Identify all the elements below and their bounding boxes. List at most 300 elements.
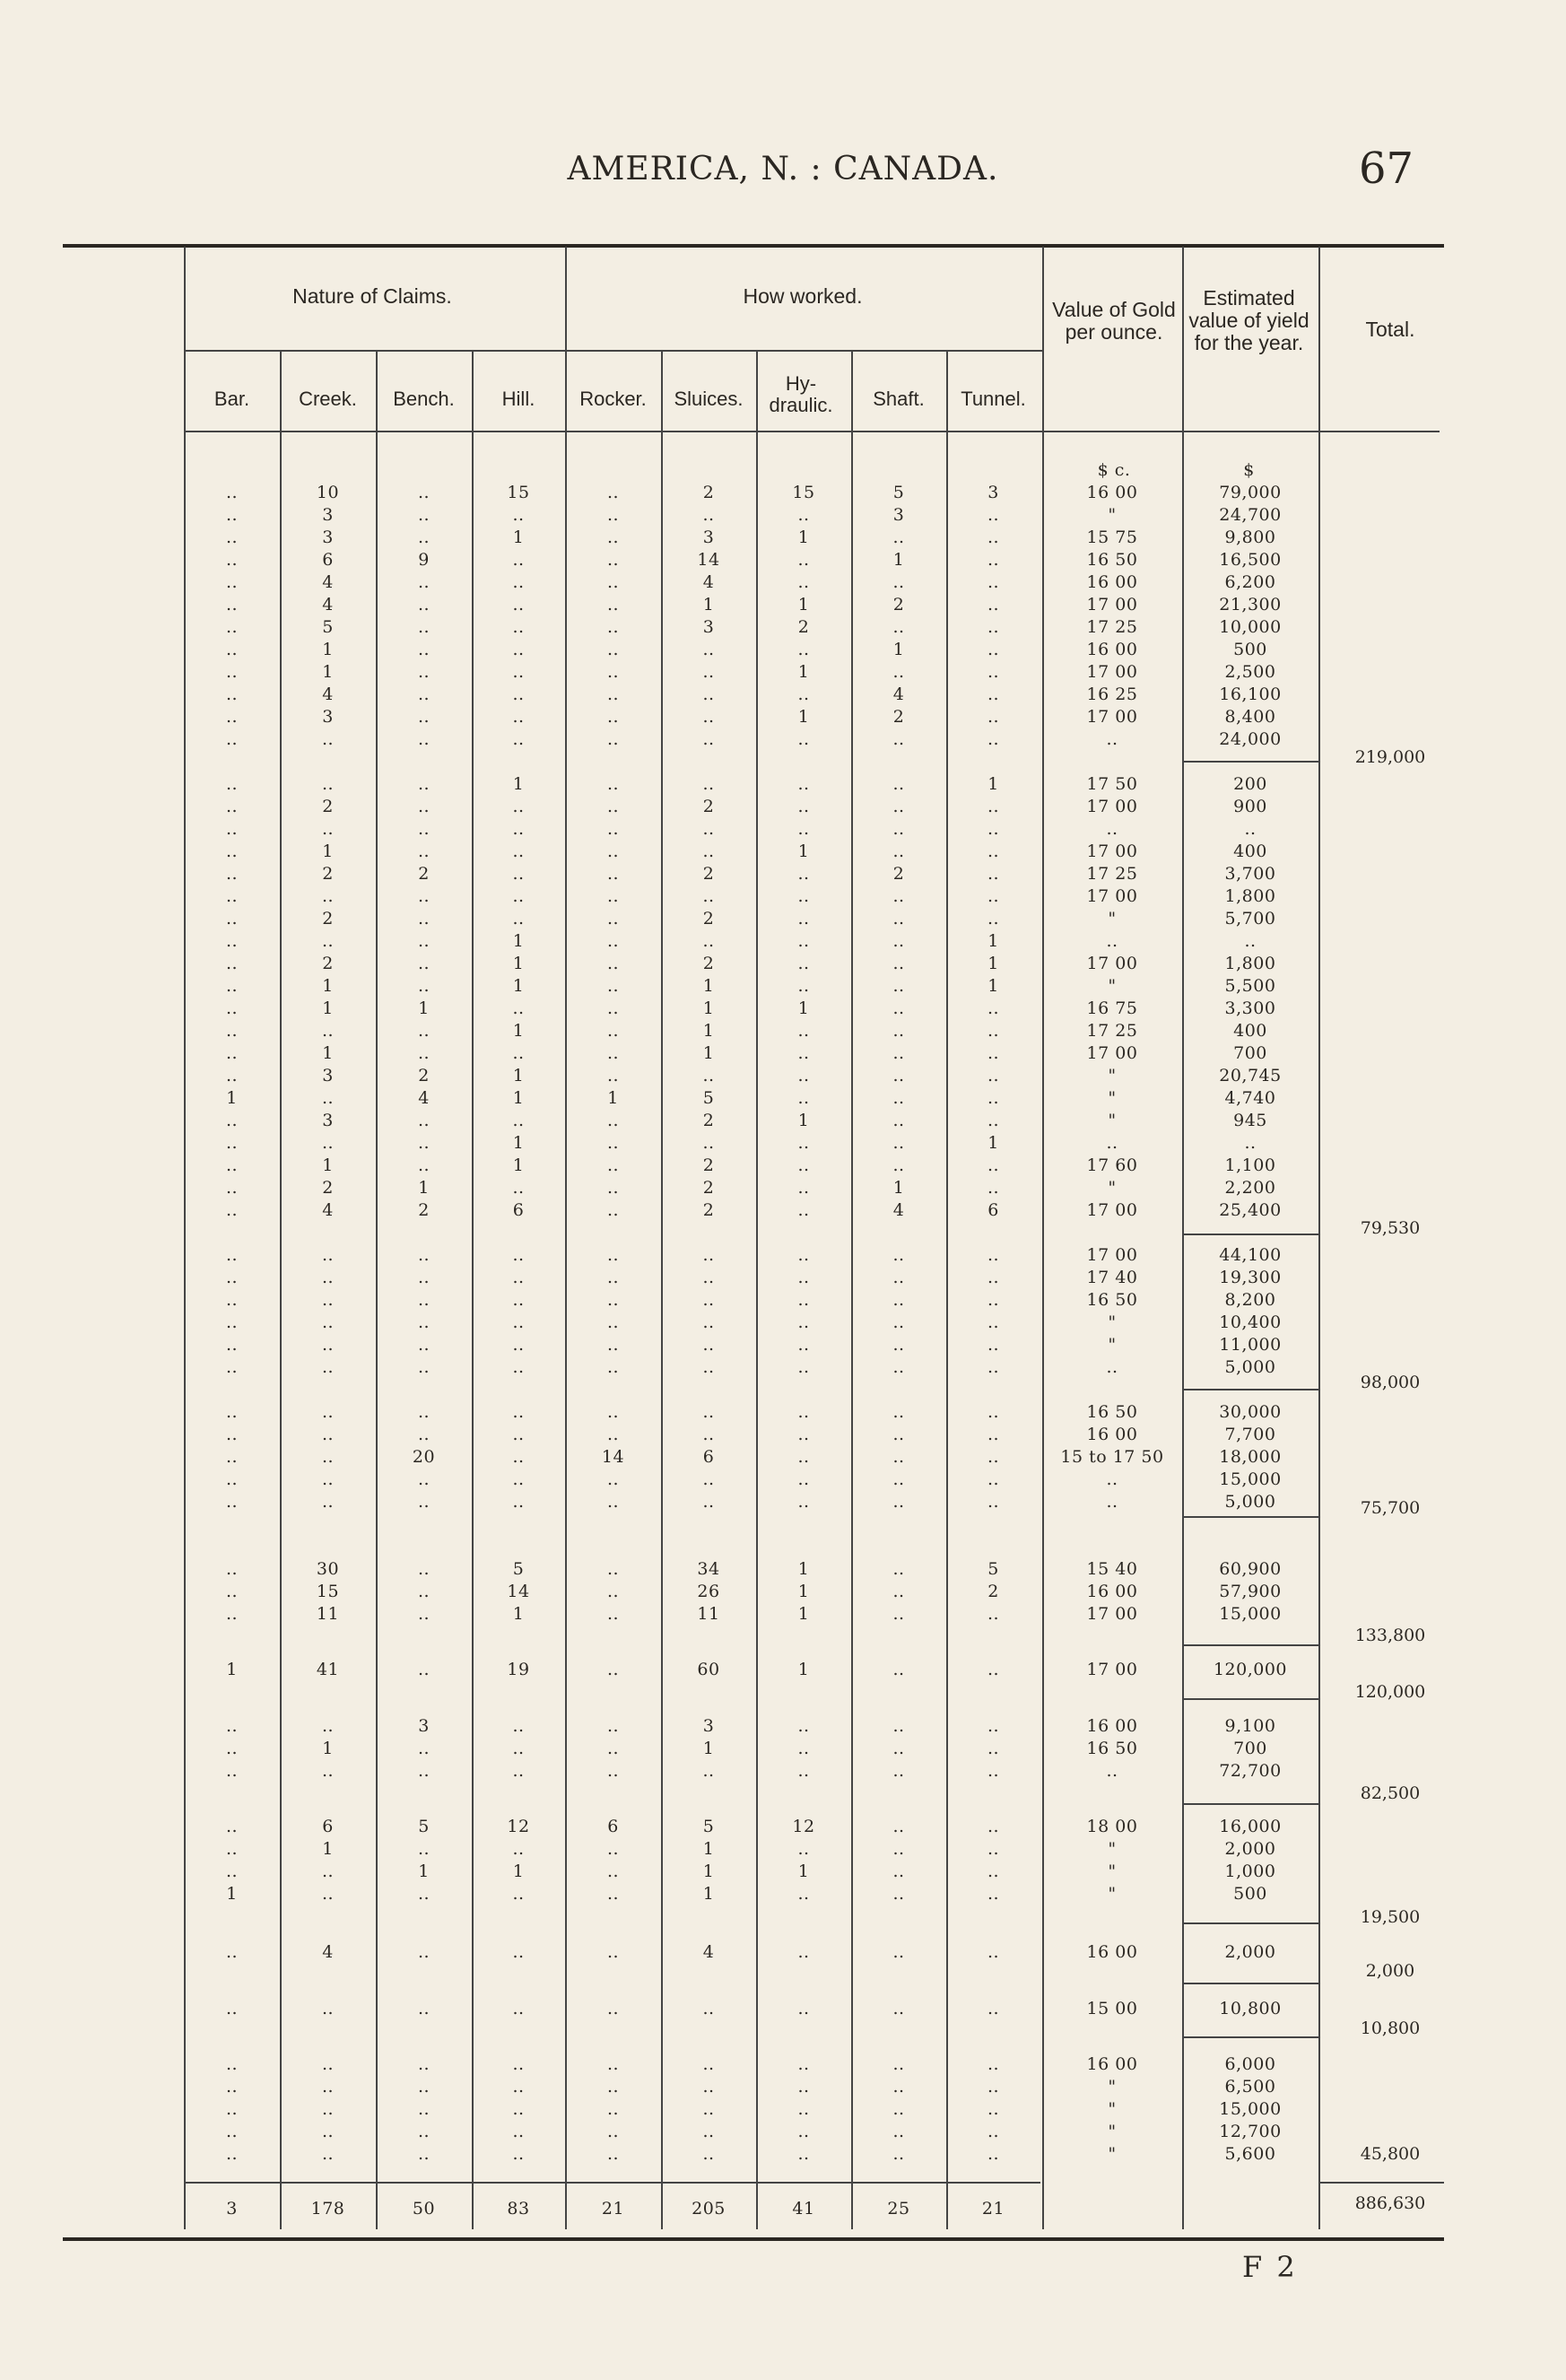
table-cell: ..: [892, 774, 905, 794]
table-cell: ..: [225, 572, 239, 592]
table-cell: ..: [606, 1604, 620, 1624]
table-cell: ..: [987, 1817, 1000, 1836]
table-cell: ..: [512, 595, 525, 615]
table-cell: 1: [892, 640, 905, 659]
table-cell: 1,000: [1224, 1861, 1276, 1881]
table-cell: 2: [702, 1178, 715, 1198]
table-cell: ..: [702, 1999, 715, 2018]
table-cell: ..: [892, 1290, 905, 1310]
table-cell: 1: [797, 527, 810, 547]
table-cell: 15 to 17 50: [1060, 1447, 1164, 1467]
table-cell: ..: [987, 1716, 1000, 1736]
table-cell: ..: [702, 841, 715, 861]
table-cell: ..: [417, 1761, 431, 1781]
table-cell: 1: [512, 931, 525, 951]
table-cell: 2: [702, 483, 715, 502]
table-cell: 1: [702, 1739, 715, 1758]
table-cell: 8,200: [1224, 1290, 1276, 1310]
table-cell: ..: [606, 1268, 620, 1287]
table-cell: 3: [892, 505, 905, 525]
table-cell: ..: [417, 1559, 431, 1579]
table-cell: ": [1108, 2099, 1117, 2119]
table-cell: ..: [417, 483, 431, 502]
table-cell: ..: [987, 729, 1000, 749]
table-cell: ..: [702, 2099, 715, 2119]
table-cell: 17 40: [1086, 1268, 1138, 1287]
group-separator: [1182, 1983, 1318, 1984]
table-cell: ..: [606, 1492, 620, 1512]
table-cell: 1: [797, 707, 810, 727]
table-cell: 2: [702, 797, 715, 816]
table-cell: ..: [987, 1942, 1000, 1962]
table-cell: 5,000: [1224, 1357, 1276, 1377]
table-cell: ..: [606, 2054, 620, 2074]
table-cell: ..: [797, 729, 810, 749]
table-cell: 19: [507, 1660, 530, 1679]
column-total: 50: [412, 2199, 436, 2219]
table-cell: ..: [512, 1245, 525, 1265]
col-header-shaft: Shaft.: [873, 388, 925, 410]
table-cell: ..: [797, 954, 810, 973]
table-cell: 10,400: [1219, 1312, 1282, 1332]
table-cell: ..: [797, 550, 810, 570]
table-cell: ..: [892, 1582, 905, 1601]
table-cell: ..: [987, 841, 1000, 861]
table-cell: ..: [512, 998, 525, 1018]
table-cell: ..: [225, 1492, 239, 1512]
table-cell: 6: [702, 1447, 715, 1467]
table-cell: ..: [892, 2054, 905, 2074]
table-cell: 1: [512, 1088, 525, 1108]
table-cell: ..: [225, 1335, 239, 1355]
table-cell: ..: [892, 572, 905, 592]
table-cell: ..: [892, 797, 905, 816]
table-cell: ..: [892, 819, 905, 839]
table-cell: ": [1108, 1861, 1117, 1881]
group-total: 2,000: [1365, 1961, 1415, 1981]
table-cell: ..: [225, 1817, 239, 1836]
table-cell: ..: [512, 2054, 525, 2074]
table-cell: ..: [606, 1716, 620, 1736]
table-cell: 3: [322, 1066, 334, 1085]
table-cell: 1: [797, 1604, 810, 1624]
table-cell: ..: [797, 976, 810, 996]
table-cell: 1: [226, 1660, 238, 1679]
table-cell: ..: [225, 1111, 239, 1130]
table-cell: ..: [321, 729, 335, 749]
table-cell: 2: [702, 954, 715, 973]
table-cell: 11,000: [1219, 1335, 1282, 1355]
table-cell: ..: [225, 1402, 239, 1422]
table-cell: 1: [512, 1155, 525, 1175]
table-cell: ..: [606, 1335, 620, 1355]
table-cell: ..: [797, 1761, 810, 1781]
table-cell: 5: [322, 617, 334, 637]
table-cell: 9: [418, 550, 430, 570]
table-cell: 120,000: [1213, 1660, 1288, 1679]
table-cell: ..: [606, 1133, 620, 1153]
table-cell: ..: [892, 1088, 905, 1108]
table-cell: 4,740: [1224, 1088, 1276, 1108]
table-cell: 20: [412, 1447, 436, 1467]
table-cell: ..: [797, 2144, 810, 2164]
table-cell: 16,100: [1219, 684, 1282, 704]
table-cell: ..: [987, 1066, 1000, 1085]
table-cell: ": [1108, 1111, 1117, 1130]
table-cell: ..: [797, 931, 810, 951]
table-cell: 6: [322, 1817, 334, 1836]
table-cell: ..: [417, 1043, 431, 1063]
table-cell: ..: [225, 1425, 239, 1444]
table-cell: ..: [606, 617, 620, 637]
table-cell: 17 00: [1086, 662, 1138, 682]
table-cell: ..: [225, 774, 239, 794]
table-cell: ..: [702, 1245, 715, 1265]
table-cell: ..: [892, 841, 905, 861]
table-cell: 12,700: [1219, 2122, 1282, 2141]
table-cell: ..: [606, 1178, 620, 1198]
table-cell: ..: [606, 2122, 620, 2141]
table-cell: ..: [987, 1402, 1000, 1422]
table-cell: ..: [606, 1660, 620, 1679]
table-cell: ..: [321, 1245, 335, 1265]
table-cell: ..: [606, 483, 620, 502]
table-cell: 10,800: [1219, 1999, 1282, 2018]
table-cell: ..: [1106, 931, 1118, 951]
table-cell: ..: [417, 1425, 431, 1444]
table-cell: 1: [512, 1604, 525, 1624]
group-total: 75,700: [1360, 1498, 1421, 1518]
table-cell: ..: [987, 1178, 1000, 1198]
table-cell: 3: [418, 1716, 430, 1736]
table-cell: ..: [702, 774, 715, 794]
table-cell: ..: [417, 572, 431, 592]
table-cell: ..: [702, 1335, 715, 1355]
table-cell: ": [1108, 1335, 1117, 1355]
table-cell: 5,500: [1224, 976, 1276, 996]
table-cell: ..: [892, 1716, 905, 1736]
table-cell: 14: [507, 1582, 530, 1601]
table-cell: ..: [321, 1357, 335, 1377]
table-cell: 17 00: [1086, 1604, 1138, 1624]
table-cell: ..: [987, 1761, 1000, 1781]
table-cell: 2,200: [1224, 1178, 1276, 1198]
table-cell: ..: [321, 1088, 335, 1108]
table-cell: ": [1108, 2077, 1117, 2097]
table-cell: ..: [606, 1290, 620, 1310]
table-bottom-rule: [63, 2237, 1444, 2241]
group-separator: [1182, 2036, 1318, 2038]
table-cell: ..: [225, 707, 239, 727]
table-cell: 34: [697, 1559, 720, 1579]
table-cell: 57,900: [1219, 1582, 1282, 1601]
table-cell: ..: [321, 1312, 335, 1332]
table-cell: ..: [512, 1492, 525, 1512]
table-cell: ..: [225, 931, 239, 951]
table-cell: 16 00: [1086, 1716, 1138, 1736]
table-cell: 26: [697, 1582, 720, 1601]
table-cell: ..: [225, 864, 239, 884]
col-header-rocker: Rocker.: [579, 388, 647, 410]
table-cell: 16 00: [1086, 640, 1138, 659]
table-cell: ..: [606, 1043, 620, 1063]
table-cell: ..: [797, 1492, 810, 1512]
table-cell: 2: [892, 595, 905, 615]
table-cell: 1: [702, 1021, 715, 1041]
table-cell: ..: [797, 1447, 810, 1467]
table-cell: ..: [512, 909, 525, 928]
table-cell: ..: [987, 1999, 1000, 2018]
table-cell: 2: [322, 864, 334, 884]
table-cell: 900: [1233, 797, 1267, 816]
group-total: 10,800: [1360, 2018, 1421, 2038]
table-cell: ..: [225, 1290, 239, 1310]
col-header-bar: Bar.: [213, 388, 250, 410]
table-cell: ..: [797, 1716, 810, 1736]
table-cell: ..: [892, 527, 905, 547]
table-cell: ..: [321, 1761, 335, 1781]
table-cell: ..: [417, 729, 431, 749]
table-cell: ..: [417, 707, 431, 727]
table-cell: 1: [322, 1739, 334, 1758]
table-cell: ..: [797, 1088, 810, 1108]
table-cell: 1: [797, 1111, 810, 1130]
table-cell: ..: [987, 1861, 1000, 1881]
table-cell: ..: [417, 662, 431, 682]
table-cell: ..: [797, 909, 810, 928]
header-underline: [565, 350, 1042, 352]
table-cell: 18 00: [1086, 1817, 1138, 1836]
table-cell: ..: [1106, 819, 1118, 839]
table-cell: ..: [225, 1200, 239, 1220]
group-total: 45,800: [1360, 2144, 1421, 2164]
table-cell: 700: [1233, 1739, 1267, 1758]
header-how-worked: How worked.: [743, 284, 863, 308]
table-cell: 2: [702, 909, 715, 928]
table-cell: 1: [512, 527, 525, 547]
group-separator: [1182, 761, 1318, 763]
table-cell: 17 25: [1086, 864, 1138, 884]
table-cell: ..: [606, 1425, 620, 1444]
table-cell: ..: [225, 1268, 239, 1287]
table-cell: ..: [417, 2144, 431, 2164]
table-cell: ..: [606, 729, 620, 749]
header-underline: [184, 350, 565, 352]
group-separator: [1182, 1698, 1318, 1700]
table-cell: ..: [225, 1357, 239, 1377]
table-cell: ..: [512, 1942, 525, 1962]
table-cell: 18,000: [1219, 1447, 1282, 1467]
table-cell: ..: [417, 909, 431, 928]
table-cell: 16 25: [1086, 684, 1138, 704]
table-cell: ..: [606, 931, 620, 951]
table-cell: 10: [316, 483, 340, 502]
table-cell: ..: [225, 819, 239, 839]
table-cell: ..: [225, 1043, 239, 1063]
table-cell: ..: [987, 1884, 1000, 1904]
table-cell: ..: [987, 684, 1000, 704]
table-cell: ..: [797, 1043, 810, 1063]
col-header-tunnel: Tunnel.: [961, 388, 1026, 410]
table-cell: 1: [797, 1861, 810, 1881]
table-cell: ..: [797, 640, 810, 659]
table-cell: ..: [512, 1268, 525, 1287]
table-cell: ..: [225, 1021, 239, 1041]
table-cell: ..: [797, 1133, 810, 1153]
table-cell: ..: [606, 841, 620, 861]
table-cell: ..: [225, 2077, 239, 2097]
table-cell: 2: [892, 864, 905, 884]
table-cell: ..: [702, 1469, 715, 1489]
table-cell: 1: [512, 976, 525, 996]
table-cell: 17 00: [1086, 1200, 1138, 1220]
table-cell: ..: [606, 2144, 620, 2164]
table-cell: 15: [316, 1582, 340, 1601]
table-cell: 700: [1233, 1043, 1267, 1063]
column-total: 21: [981, 2199, 1005, 2219]
table-cell: ..: [892, 1357, 905, 1377]
table-cell: ..: [606, 1559, 620, 1579]
table-cell: ..: [892, 909, 905, 928]
table-cell: ..: [987, 1604, 1000, 1624]
group-separator: [1182, 1644, 1318, 1646]
table-cell: ..: [225, 1066, 239, 1085]
table-cell: ..: [702, 886, 715, 906]
table-cell: ..: [225, 1999, 239, 2018]
header-nature-of-claims: Nature of Claims.: [292, 284, 452, 308]
table-cell: ..: [512, 1447, 525, 1467]
table-cell: 2,500: [1224, 662, 1276, 682]
table-cell: 14: [601, 1447, 625, 1467]
table-cell: 2: [322, 797, 334, 816]
table-cell: ..: [321, 1492, 335, 1512]
table-cell: 1: [797, 1582, 810, 1601]
table-cell: 4: [322, 595, 334, 615]
table-cell: 1: [512, 1133, 525, 1153]
table-cell: ..: [987, 1111, 1000, 1130]
table-cell: ..: [797, 505, 810, 525]
table-cell: ..: [892, 1133, 905, 1153]
table-cell: 5,000: [1224, 1492, 1276, 1512]
table-cell: 2: [322, 1178, 334, 1198]
table-cell: 16 50: [1086, 550, 1138, 570]
table-cell: ..: [512, 1425, 525, 1444]
table-cell: 6: [322, 550, 334, 570]
table-cell: 20,745: [1219, 1066, 1282, 1085]
table-cell: 79,000: [1219, 483, 1282, 502]
table-cell: 2: [702, 864, 715, 884]
table-cell: ..: [797, 2099, 810, 2119]
table-cell: 60,900: [1219, 1559, 1282, 1579]
table-cell: 500: [1233, 640, 1267, 659]
table-cell: ..: [321, 1425, 335, 1444]
table-cell: ..: [321, 2144, 335, 2164]
table-cell: ..: [892, 1312, 905, 1332]
table-cell: ..: [987, 1245, 1000, 1265]
table-cell: 17 00: [1086, 797, 1138, 816]
table-cell: ..: [987, 1447, 1000, 1467]
table-cell: 3: [702, 617, 715, 637]
table-cell: ..: [606, 707, 620, 727]
col-header-bench: Bench.: [393, 388, 455, 410]
table-cell: ..: [702, 1761, 715, 1781]
table-cell: 15,000: [1219, 1604, 1282, 1624]
table-cell: ..: [892, 1559, 905, 1579]
table-cell: ..: [892, 2099, 905, 2119]
table-cell: 17 50: [1086, 774, 1138, 794]
table-cell: ..: [606, 662, 620, 682]
table-cell: ..: [606, 684, 620, 704]
table-cell: 2: [987, 1582, 999, 1601]
table-cell: ..: [797, 1155, 810, 1175]
table-cell: ..: [892, 2077, 905, 2097]
table-cell: ..: [417, 1021, 431, 1041]
table-cell: ..: [987, 640, 1000, 659]
table-cell: ..: [892, 1660, 905, 1679]
table-cell: ": [1108, 2144, 1117, 2164]
table-cell: 1: [702, 976, 715, 996]
table-cell: ..: [512, 1290, 525, 1310]
table-cell: ..: [225, 954, 239, 973]
table-cell: ": [1108, 1066, 1117, 1085]
table-cell: 1: [797, 1660, 810, 1679]
table-cell: ..: [892, 1817, 905, 1836]
table-cell: ..: [987, 707, 1000, 727]
table-cell: 1: [797, 662, 810, 682]
column-total: 205: [692, 2199, 726, 2219]
table-cell: ..: [512, 1402, 525, 1422]
table-cell: ..: [417, 954, 431, 973]
table-cell: 24,700: [1219, 505, 1282, 525]
table-cell: ..: [512, 1716, 525, 1736]
table-cell: ..: [512, 505, 525, 525]
table-cell: ..: [417, 886, 431, 906]
table-cell: ..: [987, 595, 1000, 615]
table-cell: 2: [797, 617, 810, 637]
table-cell: ..: [892, 954, 905, 973]
table-cell: ..: [606, 527, 620, 547]
table-cell: ..: [417, 1660, 431, 1679]
table-cell: ..: [892, 2144, 905, 2164]
running-head: AMERICA, N. : CANADA.: [567, 151, 999, 187]
table-cell: 1: [322, 976, 334, 996]
table-cell: ..: [797, 1425, 810, 1444]
table-cell: ..: [225, 1861, 239, 1881]
unit-dollars: $: [1243, 460, 1255, 480]
table-cell: 16,500: [1219, 550, 1282, 570]
table-cell: 12: [507, 1817, 530, 1836]
table-cell: ..: [606, 1469, 620, 1489]
table-cell: ..: [892, 662, 905, 682]
table-cell: 11: [697, 1604, 720, 1624]
table-cell: 9,800: [1224, 527, 1276, 547]
table-cell: ..: [1106, 1492, 1118, 1512]
table-cell: ..: [797, 1469, 810, 1489]
table-cell: ..: [606, 886, 620, 906]
table-cell: ..: [417, 1604, 431, 1624]
table-cell: 5: [702, 1817, 715, 1836]
table-cell: ..: [225, 1761, 239, 1781]
table-cell: ..: [606, 1155, 620, 1175]
table-cell: ..: [606, 1111, 620, 1130]
table-cell: ..: [1244, 931, 1257, 951]
grand-total: 886,630: [1354, 2193, 1426, 2213]
table-cell: 2: [702, 1155, 715, 1175]
table-cell: 7,700: [1224, 1425, 1276, 1444]
table-cell: 17 25: [1086, 617, 1138, 637]
table-cell: ..: [797, 797, 810, 816]
table-cell: ..: [702, 640, 715, 659]
